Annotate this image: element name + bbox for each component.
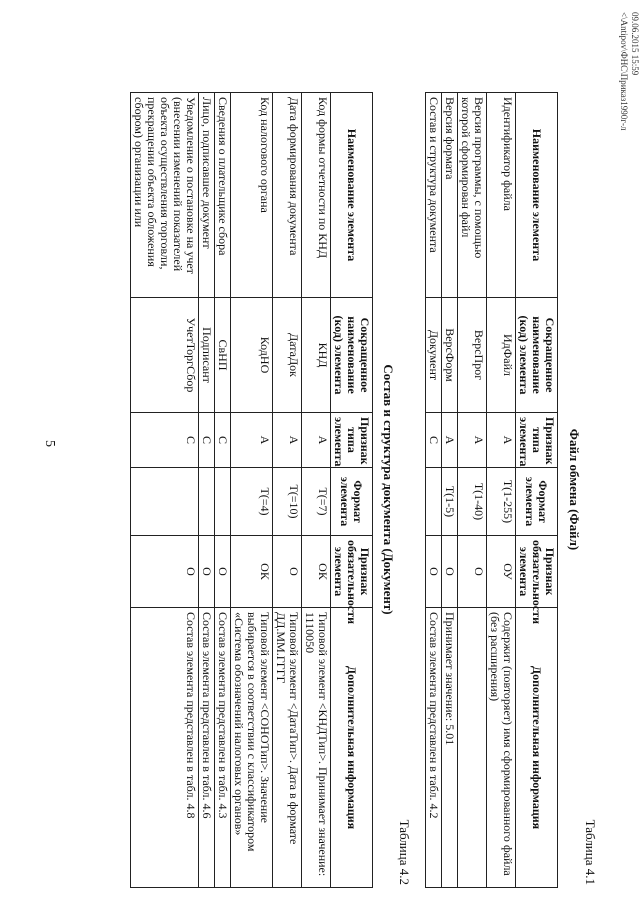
table-4-1-label: Таблица 4.1: [583, 819, 598, 885]
table-row: [426, 93, 442, 888]
cell-format: [426, 468, 442, 536]
table-row: [458, 93, 487, 888]
cell-code: Документ: [426, 298, 442, 413]
footer-timestamp: 09.06.2015 15:59: [630, 12, 640, 76]
cell-required: О: [215, 536, 231, 608]
document-footer: [618, 12, 640, 130]
col-header-type: Признак типа элемента: [516, 413, 558, 468]
table-4-2-label: Таблица 4.2: [397, 819, 412, 885]
table-4-2: [130, 92, 373, 888]
cell-info: Типовой элемент <КНДТип>. Принимает значение: 1110050: [302, 608, 331, 888]
table-4-2-caption: Состав и структура документа (Документ): [381, 364, 396, 615]
cell-type: А: [302, 413, 331, 468]
cell-required: ОУ: [487, 536, 516, 608]
cell-info: Типовой элемент <ДатаТип>. Дата в формате ДД.ММ.ГГГГ: [273, 608, 302, 888]
cell-name: Код формы отчетности по КНД: [302, 93, 331, 298]
cell-name: Версия программы, с помощью которой сформирован файл: [458, 93, 487, 298]
col-header-info: Дополнительная информация: [516, 608, 558, 888]
cell-code: Подписант: [199, 298, 215, 413]
cell-code: КодНО: [231, 298, 273, 413]
cell-format: [131, 468, 199, 536]
table-4-1-header-row: [516, 93, 558, 888]
table-4-2-header-row: [331, 93, 373, 888]
cell-format: T(=10): [273, 468, 302, 536]
cell-code: ВерсПрог: [458, 298, 487, 413]
col-header-info: Дополнительная информация: [331, 608, 373, 888]
cell-format: [199, 468, 215, 536]
cell-required: О: [273, 536, 302, 608]
col-header-code: Сокращенное наименование (код) элемента: [516, 298, 558, 413]
cell-format: T(1-255): [487, 468, 516, 536]
cell-required: О: [131, 536, 199, 608]
table-row: [273, 93, 302, 888]
col-header-type: Признак типа элемента: [331, 413, 373, 468]
col-header-format: Формат элемента: [516, 468, 558, 536]
cell-name: Сведения о плательщике сбора: [215, 93, 231, 298]
table-row: [302, 93, 331, 888]
cell-info: Содержит (повторяет) имя сформированного файла (без расширения): [487, 608, 516, 888]
cell-format: [215, 468, 231, 536]
cell-code: ВерсФорм: [442, 298, 458, 413]
cell-type: А: [458, 413, 487, 468]
cell-type: С: [199, 413, 215, 468]
table-row: [215, 93, 231, 888]
cell-required: О: [426, 536, 442, 608]
cell-type: А: [273, 413, 302, 468]
cell-info: Типовой элемент <СОНОТип>. Значение выбирается в соответствии с классификатором «Система обозначений налоговых органов»: [231, 608, 273, 888]
cell-format: T(=4): [231, 468, 273, 536]
col-header-required: Признак обязательности элемента: [516, 536, 558, 608]
table-row: [487, 93, 516, 888]
cell-format: T(1-5): [442, 468, 458, 536]
cell-code: ИдФайл: [487, 298, 516, 413]
cell-name: Лицо, подписавшее документ: [199, 93, 215, 298]
cell-required: О: [199, 536, 215, 608]
col-header-format: Формат элемента: [331, 468, 373, 536]
cell-format: T(=7): [302, 468, 331, 536]
cell-code: УчетТоргСбор: [131, 298, 199, 413]
footer-file-path: <\Antipov\ФНС\Приказ1990г-л: [619, 12, 629, 131]
cell-required: ОК: [302, 536, 331, 608]
cell-type: А: [231, 413, 273, 468]
cell-name: Уведомление о постановке на учет (внесении изменений показателей объекта осуществления торговли, прекращении объекта обложения сбором) организации или: [131, 93, 199, 298]
cell-code: СвНП: [215, 298, 231, 413]
cell-name: Код налогового органа: [231, 93, 273, 298]
cell-required: ОК: [231, 536, 273, 608]
cell-type: С: [131, 413, 199, 468]
cell-info: Состав элемента представлен в табл. 4.3: [215, 608, 231, 888]
cell-info: Принимает значение: 5.01: [442, 608, 458, 888]
table-row: [442, 93, 458, 888]
table-4-1-caption: Файл обмена (Файл): [567, 428, 582, 551]
cell-type: С: [215, 413, 231, 468]
col-header-name: Наименование элемента: [516, 93, 558, 298]
col-header-code: Сокращенное наименование (код) элемента: [331, 298, 373, 413]
cell-type: С: [426, 413, 442, 468]
cell-info: Состав элемента представлен в табл. 4.2: [426, 608, 442, 888]
cell-type: А: [487, 413, 516, 468]
cell-info: Состав элемента представлен в табл. 4.8: [131, 608, 199, 888]
table-row: [231, 93, 273, 888]
cell-info: [458, 608, 487, 888]
table-row: [131, 93, 199, 888]
cell-code: КНД: [302, 298, 331, 413]
col-header-name: Наименование элемента: [331, 93, 373, 298]
cell-type: А: [442, 413, 458, 468]
cell-format: T(1-40): [458, 468, 487, 536]
cell-code: ДатаДок: [273, 298, 302, 413]
cell-info: Состав элемента представлен в табл. 4.6: [199, 608, 215, 888]
cell-name: Версия формата: [442, 93, 458, 298]
page-number: 5: [42, 440, 57, 447]
cell-name: Дата формирования документа: [273, 93, 302, 298]
cell-required: О: [442, 536, 458, 608]
col-header-required: Признак обязательности элемента: [331, 536, 373, 608]
cell-required: О: [458, 536, 487, 608]
cell-name: Идентификатор файла: [487, 93, 516, 298]
cell-name: Состав и структура документа: [426, 93, 442, 298]
table-4-1: [425, 92, 558, 888]
table-row: [199, 93, 215, 888]
